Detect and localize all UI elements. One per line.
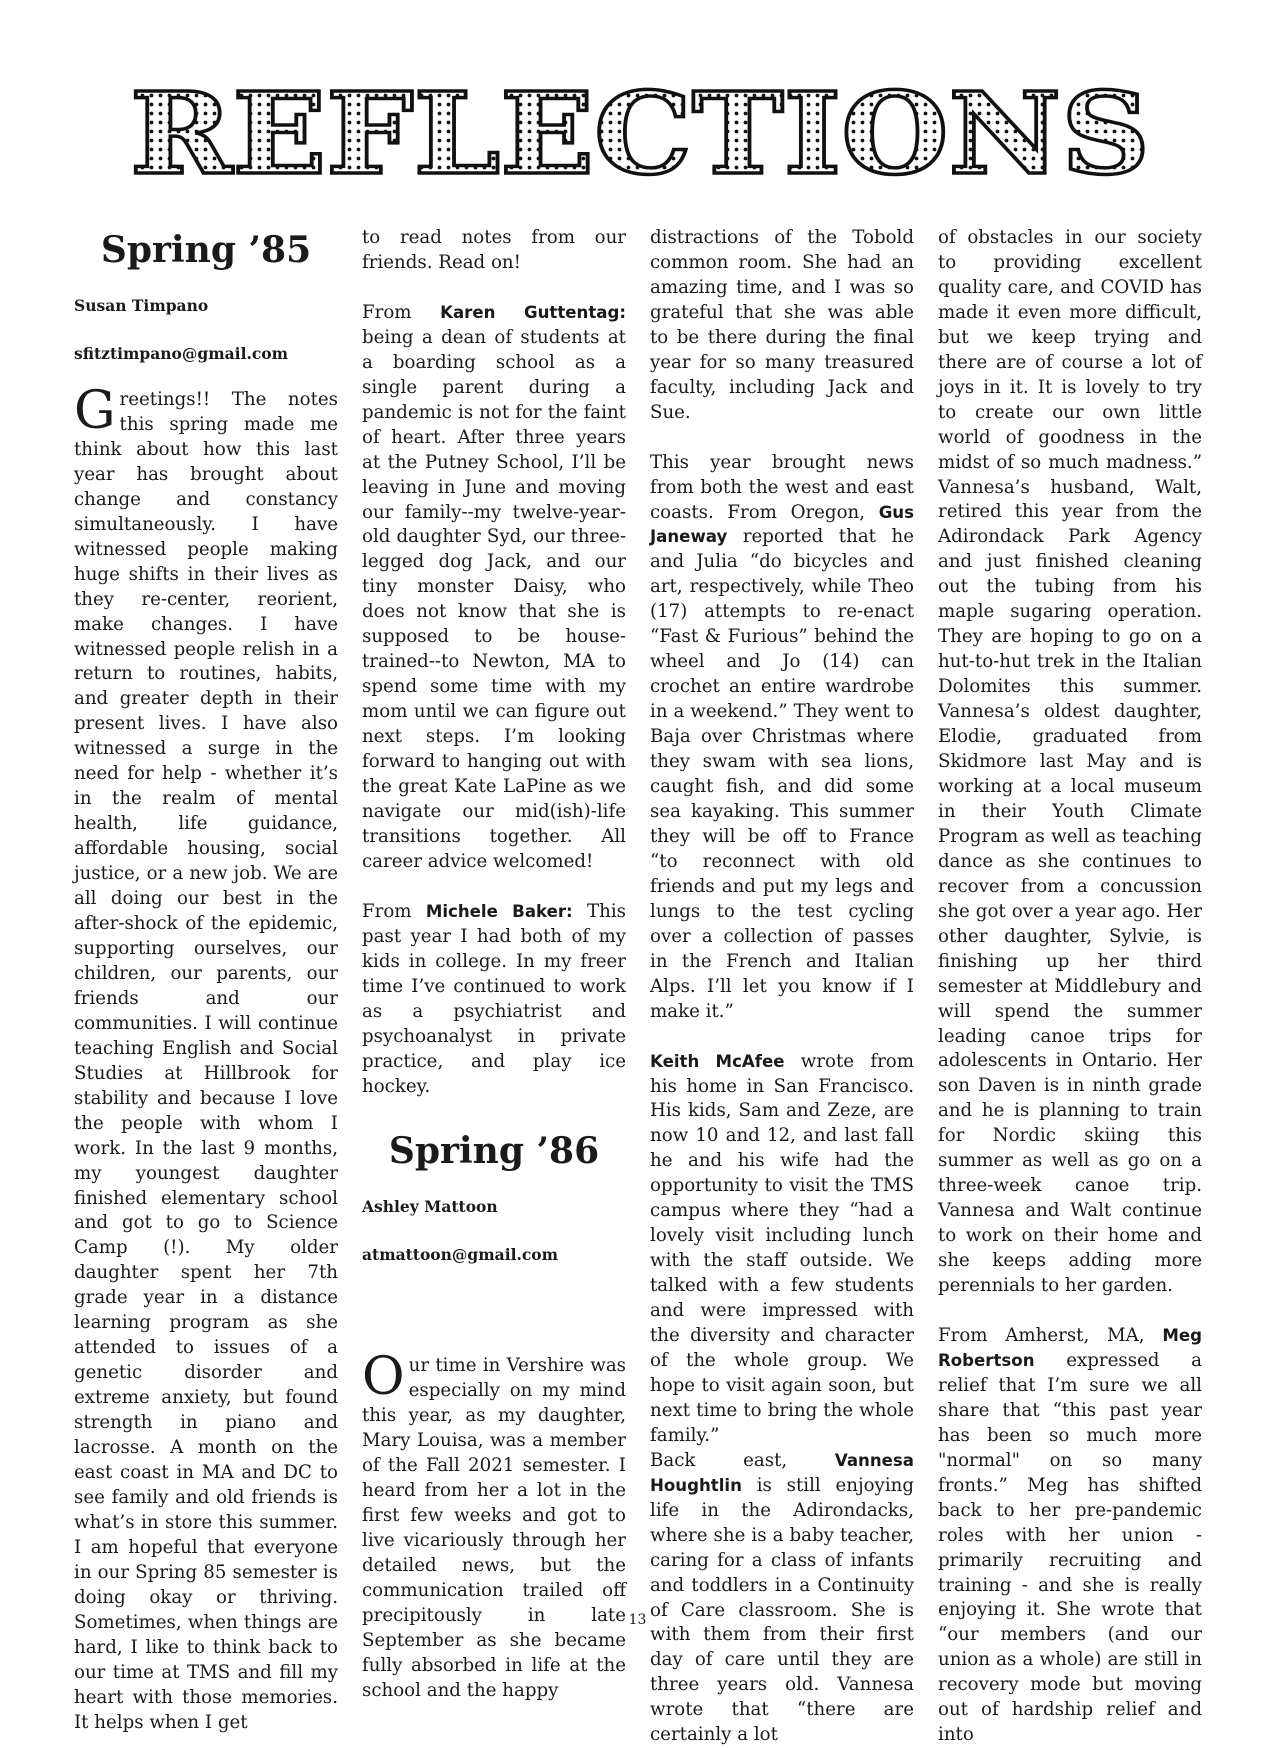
masthead-title: REFLECTIONS	[130, 69, 1150, 200]
paragraph: From Michele Baker: This past year I had both of my kids in college. In my freer time I’ve continued to work as a psychiatrist and psychoanalyst in private practice, and play ice hockey.	[362, 900, 626, 1097]
page-number: 13	[628, 1612, 647, 1628]
author-name: Ashley Mattoon	[362, 1197, 498, 1217]
paragraph: Back east, Vannesa Houghtlin is still enjoying life in the Adirondacks, where she is a baby teacher, caring for a class of infants and toddlers in a Continuity of Care classroom. She is with them from their first day of care until they are three years old. Vannesa wrote that “there are certainly a lot	[650, 1449, 914, 1746]
paragraph: This year brought news from both the west and east coasts. From Oregon, Gus Janeway reported that he and Julia “do bicycles and art, respectively, while Theo (17) attempts to re-enact “Fast & Furious” behind the wheel and Jo (14) can crochet an entire wardrobe in a weekend.” They went to Baja over Christmas where they swam with sea lions, caught fish, and did some sea kayaking. This summer they will be off to France “to reconnect with old friends and put my legs and lungs to the test cycling over a collection of passes in the French and Italian Alps. I’ll let you know if I make it.”	[650, 451, 914, 1022]
column-2	[362, 226, 626, 1704]
alumni-name: Keith McAfee	[650, 1051, 785, 1071]
paragraph: distractions of the Tobold common room. She had an amazing time, and I was so grateful that she was able to be there during the final year for so many treasured faculty, including Jack and Sue.	[650, 227, 914, 423]
section-header-spring85	[74, 228, 338, 388]
masthead-title-art	[120, 55, 1160, 205]
masthead	[120, 55, 1160, 205]
column-1	[74, 226, 338, 1735]
author-email[interactable]: atmattoon@gmail.com	[362, 1245, 559, 1265]
section-header-spring86	[362, 1129, 626, 1354]
paragraph: to read notes from our friends. Read on!	[362, 227, 626, 273]
alumni-name: Karen Guttentag:	[440, 302, 627, 322]
alumni-name: Vannesa Houghtlin	[650, 1450, 914, 1495]
drop-cap: G	[74, 381, 116, 441]
column-4	[938, 226, 1202, 1748]
section-title: Spring ’85	[100, 229, 312, 271]
paragraph: From Amherst, MA, Meg Robertson expressed a relief that I’m sure we all share that “this past year has been so much more "normal" on so many fronts.” Meg has shifted back to her pre-pandemic roles with her union - primarily recruiting and training - and she is really enjoying it. She wrote that “our members (and our union as a whole) are still in recovery mode but moving out of hardship relief and into	[938, 1324, 1202, 1746]
author-email[interactable]: sfitztimpano@gmail.com	[74, 344, 289, 363]
drop-cap: O	[362, 1347, 405, 1408]
paragraph: Keith McAfee wrote from his home in San Francisco. His kids, Sam and Zeze, are now 10 and 12, and last fall he and his wife had the opportunity to visit the TMS campus where they “had a lovely visit including lunch with the staff outside. We talked with a few students and were impressed with the diversity and character of the whole group. We hope to visit again soon, but next time to bring the whole family.”	[650, 1050, 915, 1446]
alumni-name: Gus Janeway	[650, 502, 914, 547]
alumni-name: Michele Baker:	[425, 901, 573, 921]
author-name: Susan Timpano	[74, 296, 209, 315]
paragraph: Greetings!! The notes this spring made me think about how this last year has brought about change and constancy simultaneously. I have witnessed people making huge shifts in their lives as they re-center, reorient, make changes. I have witnessed people relish in a return to routines, habits, and greater depth in their present lives. I have also witnessed a surge in the need for help - whether it’s in the realm of mental health, life guidance, affordable housing, social justice, or a new job. We are all doing our best in the after-shock of the epidemic, supporting ourselves, our children, our parents, our friends and our communities. I will continue teaching English and Social Studies at Hillbrook for stability and because I love the people with whom I work. In the last 9 months, my youngest daughter finished elementary school and got to go to Science Camp (!). My older daughter spent her 7th grade year in a distance learning program as she attended to issues of a genetic disorder and extreme anxiety, but found strength in piano and lacrosse. A month on the east coast in MA and DC to see family and old friends is what’s in store this summer. I am hopeful that everyone in our Spring 85 semester is doing okay or thriving. Sometimes, when things are hard, I like to think back to our time at TMS and fill my heart with those memories. It helps when I get	[74, 381, 338, 1733]
paragraph: of obstacles in our society to providing excellent quality care, and COVID has made it even more difficult, but we keep trying and there are of course a lot of joys in it. It is lovely to try to create our own little world of goodness in the midst of so much madness.” Vannesa’s husband, Walt, retired this year from the Adirondack Park Agency and just finished cleaning out the tubing from his maple sugaring operation. They are hoping to go on a hut-to-hut trek in the Italian Dolomites this summer. Vannesa’s oldest daughter, Elodie, graduated from Skidmore last May and is working at a local museum in their Youth Climate Program as well as teaching dance as she continues to recover from a concussion she got over a year ago. Her other daughter, Sylvie, is finishing up her third semester at Middlebury and will spend the summer leading canoe trips for adolescents in Ontario. Her son Daven is in ninth grade and he is planning to train for Nordic skiing this summer as well as go on a three-week canoe trip. Vannesa and Walt continue to work on their home and she keeps adding more perennials to her garden.	[938, 227, 1202, 1297]
paragraph: Our time in Vershire was especially on my mind this year, as my daughter, Mary Louisa, was a member of the Fall 2021 semester. I heard from her a lot in the first few weeks and got to live vicariously through her detailed news, but the communication trailed off precipitously in late September as she became fully absorbed in life at the school and the happy	[362, 1347, 626, 1701]
paragraph: From Karen Guttentag: being a dean of students at a boarding school as a single parent during a pandemic is not for the faint of heart. After three years at the Putney School, I’ll be leaving in June and moving our family--my twelve-year-old daughter Syd, our three-legged dog Jack, and our tiny monster Daisy, who does not know that she is supposed to be house-trained--to Newton, MA to spend some time with my mom until we can figure out next steps. I’m looking forward to hanging out with the great Kate LaPine as we navigate our mid(ish)-life transitions together. All career advice welcomed!	[362, 301, 627, 872]
section-title: Spring ’86	[388, 1130, 600, 1173]
column-3	[650, 226, 914, 1748]
alumni-name: Meg Robertson	[938, 1325, 1202, 1370]
